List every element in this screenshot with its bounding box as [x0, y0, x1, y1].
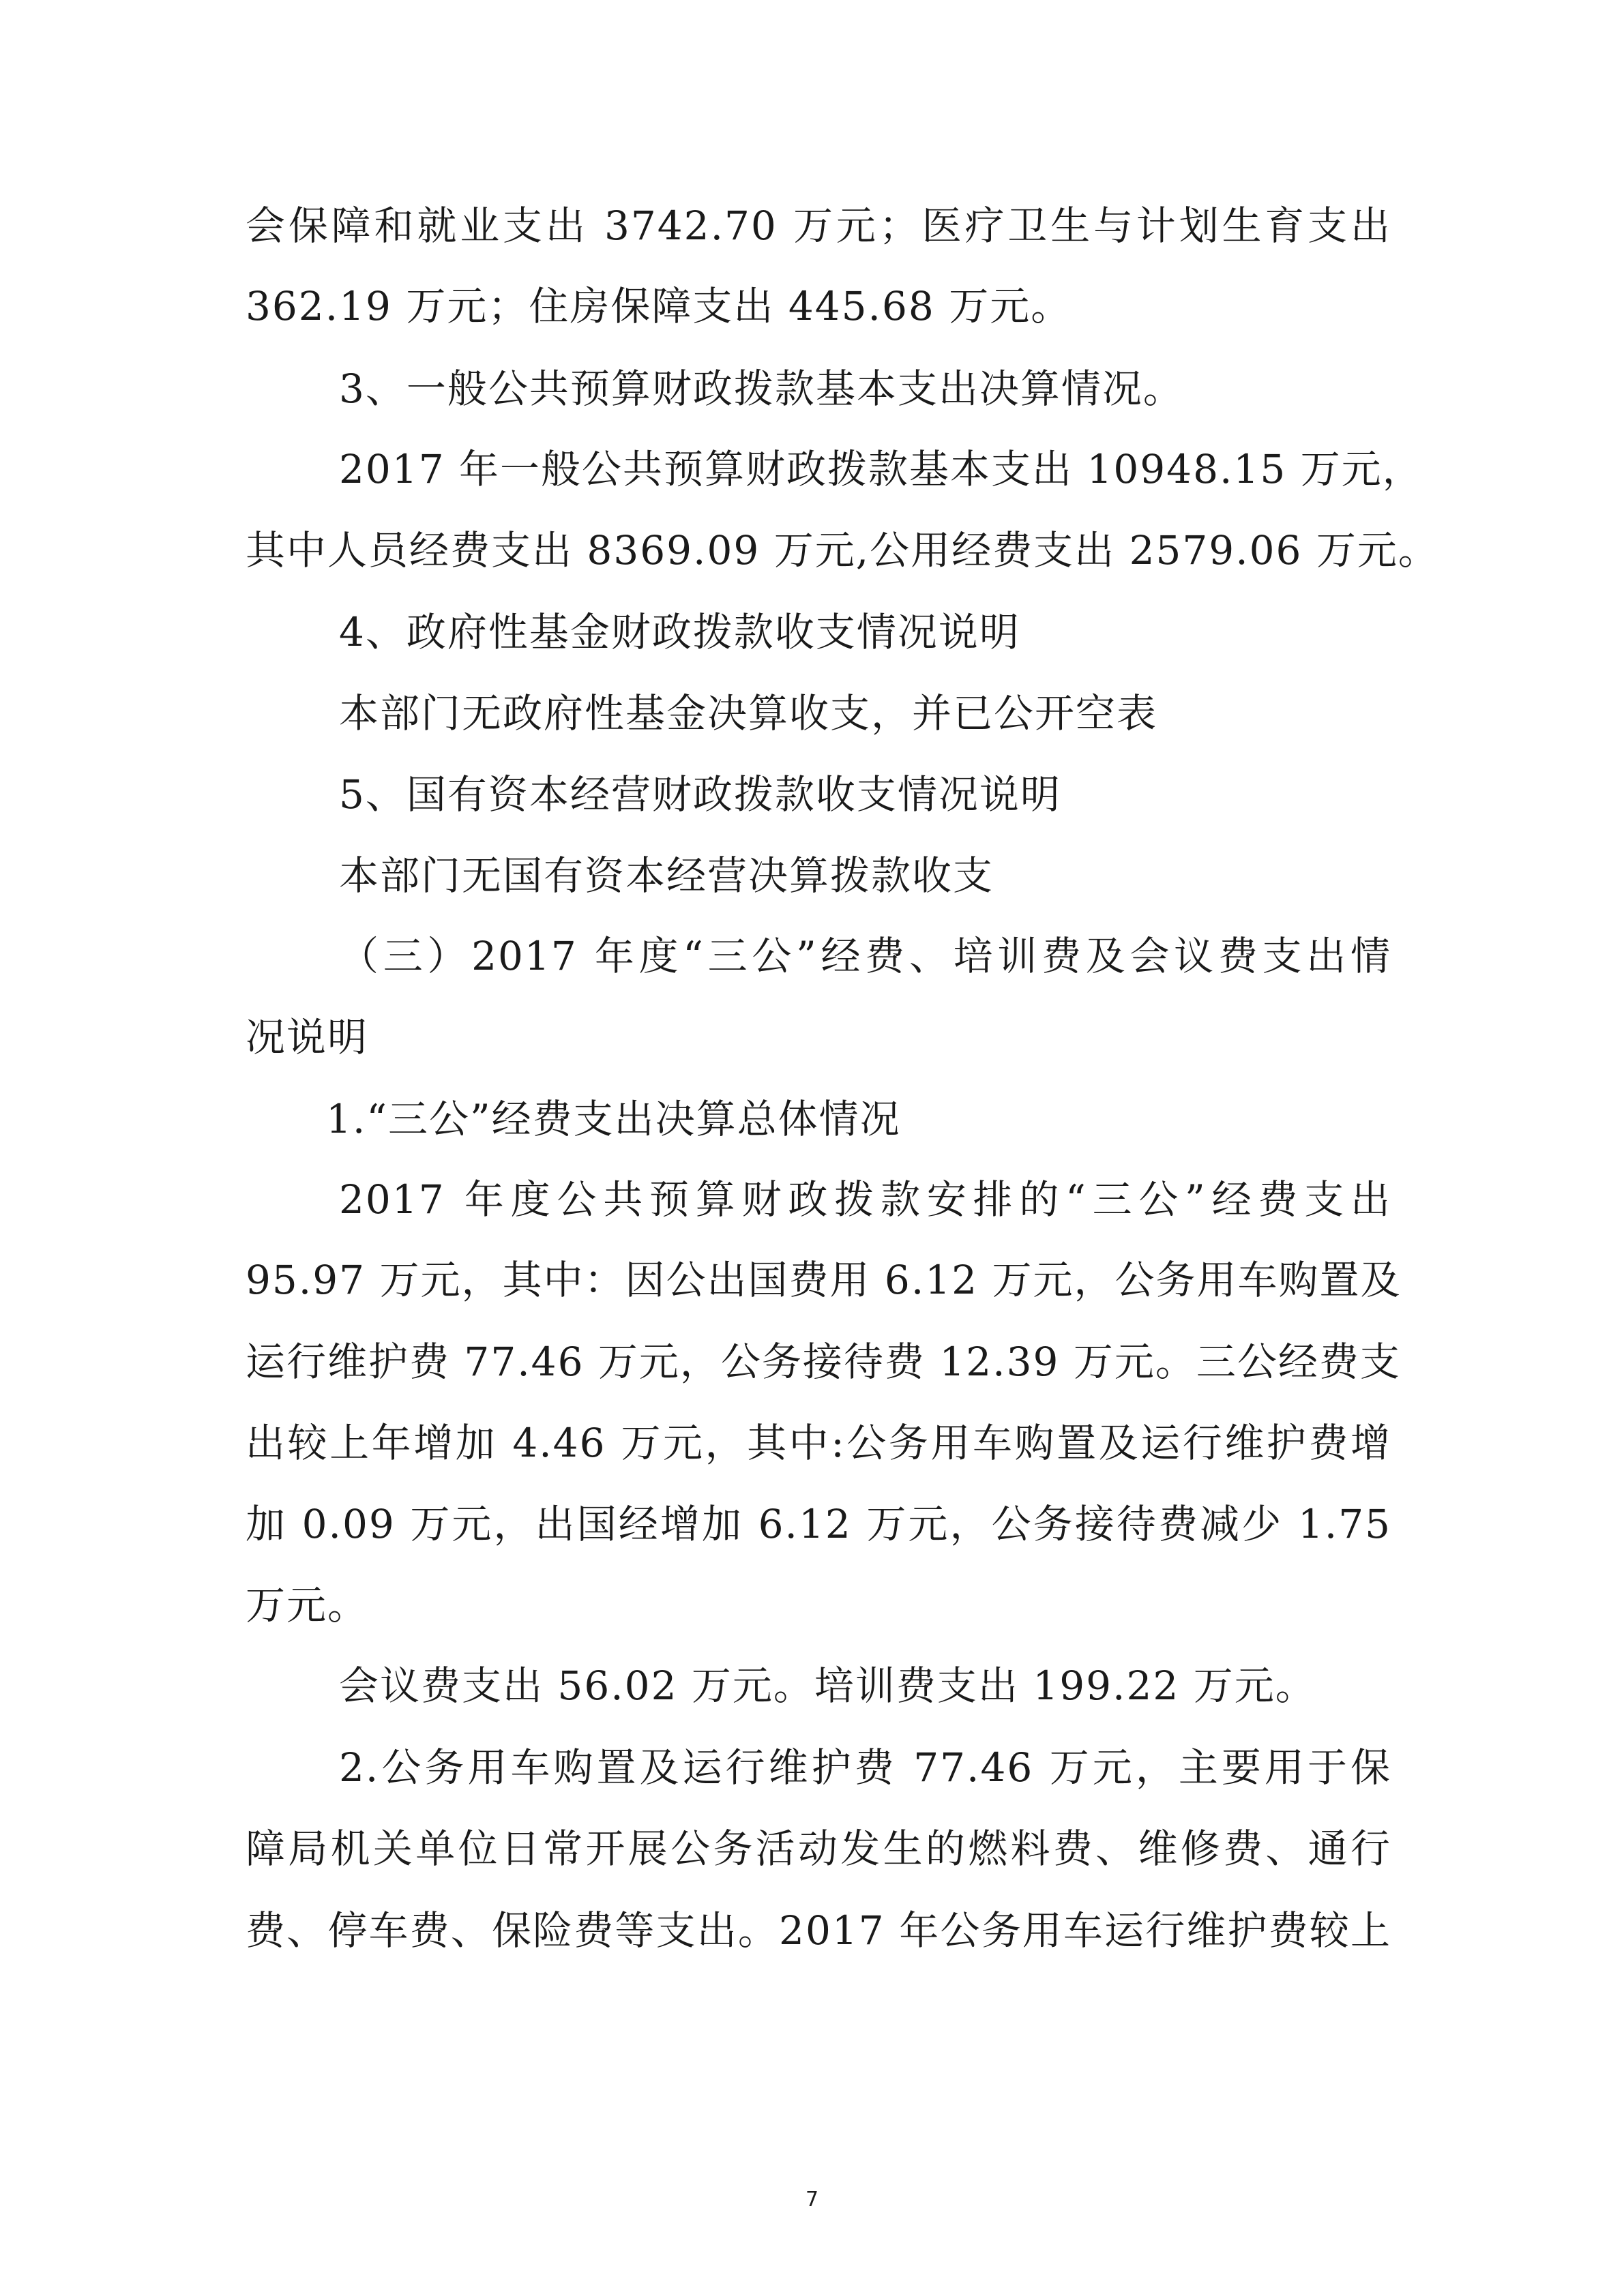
- text-line: 其中人员经费支出 8369.09 万元,公用经费支出 2579.06 万元。: [246, 527, 1439, 573]
- page-number: 7: [805, 2188, 819, 2211]
- text-line: 障局机关单位日常开展公务活动发生的燃料费、维修费、通行: [246, 1825, 1391, 1872]
- section-heading: （三）2017 年度“三公”经费、培训费及会议费支出情: [339, 933, 1391, 979]
- text-line: 加 0.09 万元，出国经增加 6.12 万元，公务接待费减少 1.75: [246, 1501, 1391, 1547]
- text-line: 95.97 万元，其中：因公出国费用 6.12 万元，公务用车购置及: [246, 1257, 1402, 1303]
- text-line: 本部门无政府性基金决算收支，并已公开空表: [339, 690, 1158, 736]
- text-line: 万元。: [246, 1582, 369, 1628]
- text-line: 出较上年增加 4.46 万元，其中:公务用车购置及运行维护费增: [246, 1420, 1391, 1466]
- text-line: 会保障和就业支出 3742.70 万元；医疗卫生与计划生育支出: [246, 203, 1391, 249]
- section-heading: 况说明: [246, 1014, 369, 1060]
- text-line: 2017 年一般公共预算财政拨款基本支出 10948.15 万元，: [339, 446, 1423, 492]
- text-line: 会议费支出 56.02 万元。培训费支出 199.22 万元。: [339, 1663, 1316, 1709]
- section-heading: 2.公务用车购置及运行维护费 77.46 万元，主要用于保: [339, 1744, 1391, 1791]
- section-heading: 5、国有资本经营财政拨款收支情况说明: [339, 771, 1061, 818]
- text-line: 运行维护费 77.46 万元，公务接待费 12.39 万元。三公经费支: [246, 1339, 1401, 1385]
- text-line: 本部门无国有资本经营决算拨款收支: [339, 852, 994, 899]
- text-line: 362.19 万元；住房保障支出 445.68 万元。: [246, 283, 1072, 329]
- section-heading: 1.“三公”经费支出决算总体情况: [326, 1096, 901, 1142]
- text-line: 费、停车费、保险费等支出。2017 年公务用车运行维护费较上: [246, 1907, 1391, 1954]
- section-heading: 4、政府性基金财政拨款收支情况说明: [339, 609, 1020, 655]
- text-line: 2017 年度公共预算财政拨款安排的“三公”经费支出: [339, 1176, 1391, 1223]
- section-heading: 3、一般公共预算财政拨款基本支出决算情况。: [339, 366, 1184, 412]
